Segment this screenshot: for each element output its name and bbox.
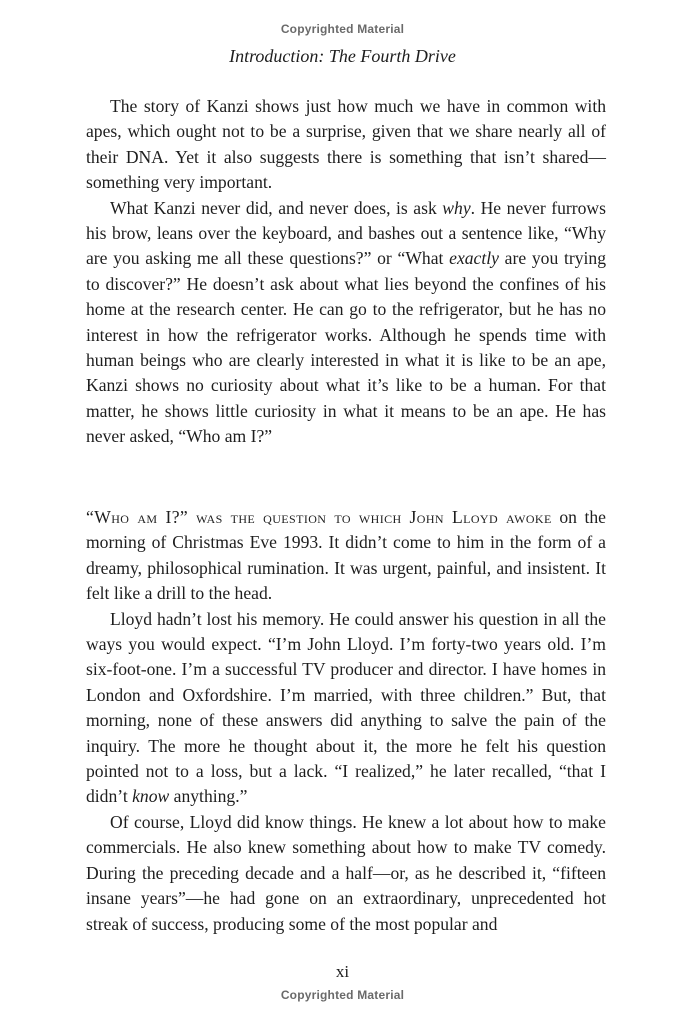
text-run: What Kanzi never did, and never does, is ask: [110, 197, 443, 218]
section-john-lloyd: [86, 505, 606, 937]
emphasis: why: [442, 197, 471, 218]
text-run: are you trying to discover?” He doesn’t ask about what lies beyond the confines of his home at the research center. He can go to the refrigerator, but he has no interest in how the refrigerator works. Although he spends time with human beings who are clearly interested in what it is like to be an ape, Kanzi shows no curiosity about what it’s like to be a human. For that matter, he shows little curiosity in what it means to be an ape. He has never asked, “Who am I?”: [86, 248, 606, 447]
copyright-stamp-bottom: Copyrighted Material: [280, 988, 405, 1002]
page-number: xi: [335, 962, 350, 981]
text-run: anything.”: [169, 786, 248, 807]
paragraph: [86, 607, 606, 810]
emphasis: exactly: [449, 248, 499, 269]
paragraph: Of course, Lloyd did know things. He knew a lot about how to make commercials. He also knew something about how to make TV comedy. During the preceding decade and a half—or, as he described it, “fifteen insane years”—he had gone on an extraordinary, unprecedented hot streak of success, producing some of the most popular and: [86, 811, 606, 934]
copyright-stamp-top: Copyrighted Material: [280, 22, 405, 36]
paragraph: [86, 196, 606, 450]
text-run: on the morning of Christmas Eve 1993. It didn’t come to him in the form of a dreamy, philosophical rumination. It was urgent, painful, and insistent. It felt like a drill to the head.: [86, 507, 606, 604]
paragraph: [86, 505, 606, 607]
small-caps-lead-in: “Who am I?” was the question to which John Lloyd awoke: [86, 507, 552, 527]
running-head: Introduction: The Fourth Drive: [229, 46, 456, 66]
text-run: Lloyd hadn’t lost his memory. He could answer his question in all the ways you would expect. “I’m John Lloyd. I’m forty-two years old. I’m six-foot-one. I’m a successful TV producer and director. I have homes in London and Oxfordshire. I’m married, with three children.” But, that morning, none of these answers did anything to salve the pain of the inquiry. The more he thought about it, the more he felt his question pointed not to a loss, but a lack. “I realized,” he later recalled, “that I didn’t: [86, 608, 606, 807]
paragraph: The story of Kanzi shows just how much we have in common with apes, which ought not to be a surprise, given that we share nearly all of their DNA. Yet it also suggests there is something that isn’t shared—something very important.: [86, 96, 606, 193]
text-run: . He never furrows his brow, leans over the keyboard, and bashes out a sentence like, “Why are you asking me all these questions?” or “What: [86, 197, 606, 269]
emphasis: know: [132, 786, 170, 807]
section-kanzi: [86, 94, 606, 450]
